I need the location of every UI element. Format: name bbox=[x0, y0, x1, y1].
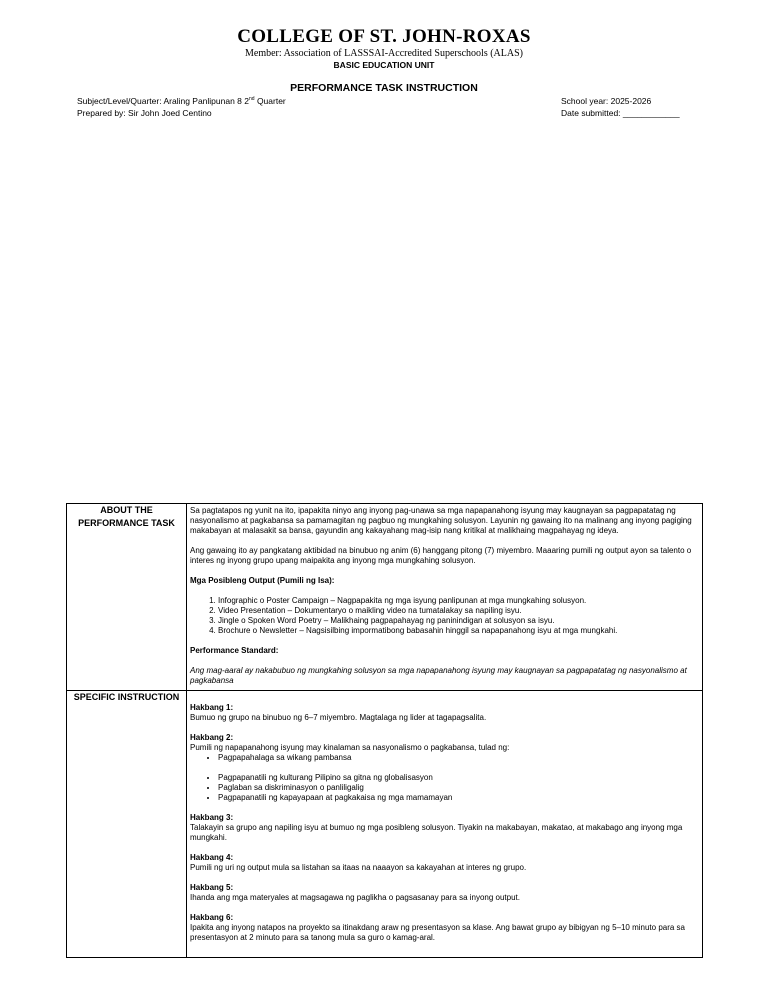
membership-line: Member: Association of LASSSAI-Accredited Superschools (ALAS) bbox=[244, 48, 523, 59]
step-text: Ihanda ang mga materyales at magsagawa ng paglikha o pagsasanay para sa inyong output. bbox=[190, 893, 520, 902]
issue-item: • Pagpapahalaga sa wikang pambansa bbox=[218, 753, 699, 763]
step-5 bbox=[190, 883, 699, 903]
issue-list bbox=[190, 753, 699, 763]
issue-item: • Pagpapanatili ng kulturang Pilipino sa gitna ng globalisasyon bbox=[218, 773, 699, 783]
step-6 bbox=[190, 913, 699, 943]
meta-left bbox=[77, 95, 286, 119]
subject-quarter: Quarter bbox=[254, 96, 286, 106]
standard-heading: Performance Standard: bbox=[190, 646, 279, 655]
issue-list bbox=[190, 773, 699, 803]
step-2 bbox=[190, 733, 699, 803]
specific-row bbox=[67, 691, 703, 958]
step-title: Hakbang 5: bbox=[190, 883, 234, 892]
issue-item: • Pagpapanatili ng kapayapaan at pagkakaisa ng mga mamamayan bbox=[218, 793, 699, 803]
output-item: 2. Video Presentation – Dokumentaryo o maikling video na tumatalakay sa napiling isyu. bbox=[218, 606, 699, 616]
about-row bbox=[67, 504, 703, 691]
school-name: COLLEGE OF ST. JOHN-ROXAS bbox=[237, 26, 531, 47]
step-text: Pumili ng napapanahong isyung may kinalaman sa nasyonalismo o pagkabansa, tulad ng: bbox=[190, 743, 510, 752]
step-1 bbox=[190, 703, 699, 723]
step-title: Hakbang 3: bbox=[190, 813, 234, 822]
performance-standard: Ang mag-aaral ay nakabubuo ng mungkahing solusyon sa mga napapanahong isyung may kaugnayan sa pagpapatatag ng nasyonalismo at pagkabansa bbox=[190, 666, 687, 685]
step-title: Hakbang 1: bbox=[190, 703, 234, 712]
output-item: 1. Infographic o Poster Campaign – Nagpapakita ng mga isyung panlipunan at mga mungkahing solusyon. bbox=[218, 596, 699, 606]
step-title: Hakbang 2: bbox=[190, 733, 234, 742]
outputs-list bbox=[190, 596, 699, 636]
about-label: ABOUT THE PERFORMANCE TASK bbox=[67, 504, 187, 691]
school-year: School year: 2025-2026 bbox=[561, 96, 652, 106]
subject-superscript: nd bbox=[249, 96, 255, 103]
about-intro: Sa pagtatapos ng yunit na ito, ipapakita ninyo ang inyong pag-unawa sa mga napapanahong isyung may kaugnayan sa pagpapatatag ng nasyonalismo at pagkabansa sa pamamagitan ng pagbuo ng mungkahing solusyon. Layunin ng gawaing ito na malinang ang inyong pagiging makabayan at malasakit sa bansa, gayundin ang kakayahang mag-isip nang kritikal at malikhaing magpahayag ng ideya. bbox=[190, 506, 692, 535]
step-text: Pumili ng uri ng output mula sa listahan sa itaas na naaayon sa kakayahan at interes ng grupo. bbox=[190, 863, 527, 872]
prepared-by: Prepared by: Sir John Joed Centino bbox=[77, 108, 212, 118]
step-text: Bumuo ng grupo na binubuo ng 6–7 miyembro. Magtalaga ng lider at tagapagsalita. bbox=[190, 713, 487, 722]
step-text: Talakayin sa grupo ang napiling isyu at bumuo ng mga posibleng solusyon. Tiyakin na makabayan, makatao, at makabago ang inyong mga mungkahi. bbox=[190, 823, 683, 842]
specific-label: SPECIFIC INSTRUCTION bbox=[67, 691, 187, 958]
subject-text: Subject/Level/Quarter: Araling Panlipunan 8 2 bbox=[77, 96, 250, 106]
step-title: Hakbang 6: bbox=[190, 913, 234, 922]
step-text: Ipakita ang inyong natapos na proyekto sa itinakdang araw ng presentasyon sa klase. Ang bawat grupo ay bibigyan ng 5–10 minuto para sa presentasyon at 2 minuto para sa tanong mula sa guro o kamag-aral. bbox=[190, 923, 685, 942]
task-table bbox=[66, 503, 703, 958]
output-item: 3. Jingle o Spoken Word Poetry – Malikhaing pagpapahayag ng paninindigan at solusyon sa isyu. bbox=[218, 616, 699, 626]
step-3 bbox=[190, 813, 699, 843]
unit-name: BASIC EDUCATION UNIT bbox=[333, 60, 435, 70]
about-group: Ang gawaing ito ay pangkatang aktibidad na binubuo ng anim (6) hanggang pitong (7) miyembro. Maaaring pumili ng output ayon sa talento o interes ng inyong grupo upang maipakita ang inyong mga mungkahing solusyon. bbox=[190, 546, 692, 565]
outputs-heading: Mga Posibleng Output (Pumili ng Isa): bbox=[190, 576, 335, 585]
document-title: PERFORMANCE TASK INSTRUCTION bbox=[290, 82, 478, 94]
step-4 bbox=[190, 853, 699, 873]
specific-content bbox=[187, 691, 703, 958]
step-title: Hakbang 4: bbox=[190, 853, 234, 862]
date-submitted: Date submitted: ____________ bbox=[561, 108, 680, 118]
about-content bbox=[187, 504, 703, 691]
meta-right bbox=[561, 95, 680, 119]
output-item: 4. Brochure o Newsletter – Nagsisilbing impormatibong babasahin hinggil sa napapanahong isyu at mga mungkahi. bbox=[218, 626, 699, 636]
issue-item: • Paglaban sa diskriminasyon o panliligalig bbox=[218, 783, 699, 793]
subject-line bbox=[77, 95, 286, 107]
